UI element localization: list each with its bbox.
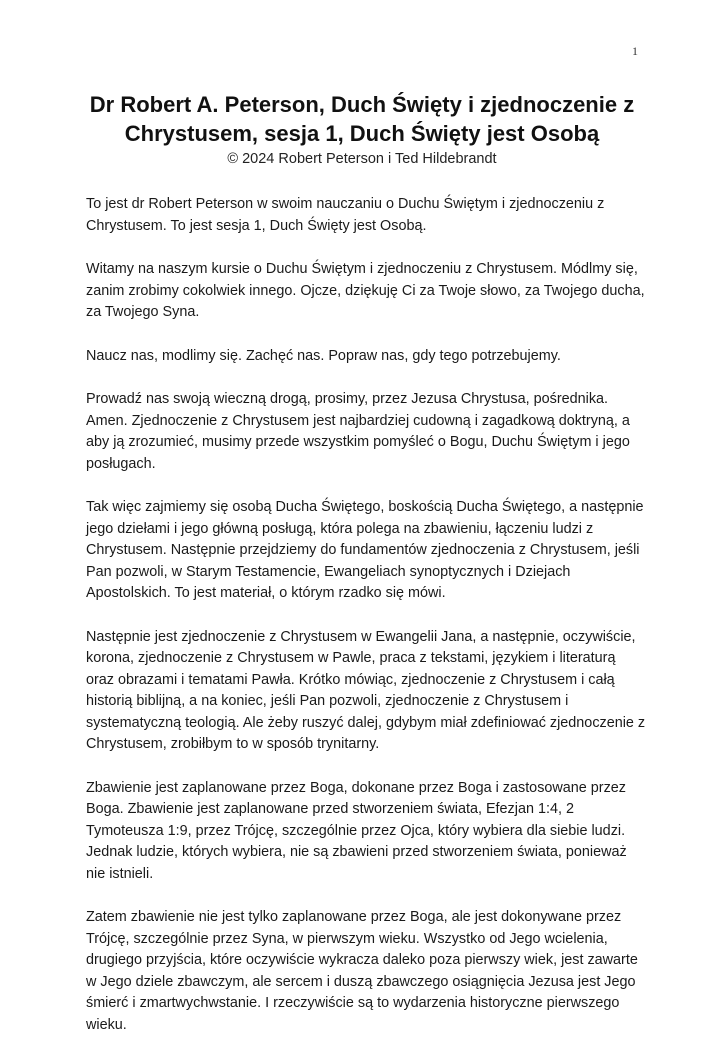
paragraph: To jest dr Robert Peterson w swoim nauczaniu o Duchu Świętym i zjednoczeniu z Chrystusem. To jest sesja 1, Duch Święty jest Osobą. xyxy=(86,196,605,234)
document-body xyxy=(86,194,646,1058)
paragraph: Zbawienie jest zaplanowane przez Boga, dokonane przez Boga i zastosowane przez Boga. Zbawienie jest zaplanowane przed stworzeniem świata, Efezjan 1:4, 2 Tymoteusza 1:9, przez Trójcę, szczególnie przez Ojca, który wybiera dla siebie ludzi. Jednak ludzie, których wybiera, nie są zbawieni przed stworzeniem świata, ponieważ nie istnieli. xyxy=(86,779,627,882)
page-number: 1 xyxy=(632,44,638,58)
paragraph: Witamy na naszym kursie o Duchu Świętym i zjednoczeniu z Chrystusem. Módlmy się, zanim zrobimy cokolwiek innego. Ojcze, dziękuję Ci za Twoje słowo, za Twojego ducha, za Twojego Syna. xyxy=(86,261,645,320)
copyright-line: © 2024 Robert Peterson i Ted Hildebrandt xyxy=(227,151,497,167)
paragraph: Tak więc zajmiemy się osobą Ducha Świętego, boskością Ducha Świętego, a następnie jego dziełami i jego główną posługą, która polega na zbawieniu, łączeniu ludzi z Chrystusem. Następnie przejdziemy do fundamentów zjednoczenia z Chrystusem, jeśli Pan pozwoli, w Starym Testamencie, Ewangeliach synoptycznych i Dziejach Apostolskich. To jest materiał, o którym rzadko się mówi. xyxy=(86,499,644,601)
paragraph: Naucz nas, modlimy się. Zachęć nas. Popraw nas, gdy tego potrzebujemy. xyxy=(86,347,561,364)
paragraph: Zatem zbawienie nie jest tylko zaplanowane przez Boga, ale jest dokonywane przez Trójcę, szczególnie przez Syna, w pierwszym wieku. Wszystko od Jego wcielenia, drugiego przyjścia, które oczywiście wykracza daleko poza pierwszy wiek, jest zawarte w Jego dziele zbawczym, ale sercem i duszą zbawczego osiągnięcia Jezusa jest Jego śmierć i zmartwychwstanie. I rzeczywiście są to wydarzenia historyczne pierwszego wieku. xyxy=(86,909,638,1033)
document-title: Dr Robert A. Peterson, Duch Święty i zjednoczenie z Chrystusem, sesja 1, Duch Święty jest Osobą xyxy=(89,92,635,146)
paragraph: Następnie jest zjednoczenie z Chrystusem w Ewangelii Jana, a następnie, oczywiście, korona, zjednoczenie z Chrystusem w Pawle, praca z tekstami, językiem i literaturą oraz obrazami i tematami Pawła. Krótko mówiąc, zjednoczenie z Chrystusem i całą historią biblijną, a na koniec, jeśli Pan pozwoli, zjednoczenie z Chrystusem i systematyczną teologią. Ale żeby ruszyć dalej, gdybym miał zdefiniować zjednoczenie z Chrystusem, zrobiłbym to w sposób trynitarny. xyxy=(86,628,646,752)
document-header xyxy=(60,90,664,169)
paragraph: Prowadź nas swoją wieczną drogą, prosimy, przez Jezusa Chrystusa, pośrednika. Amen. Zjednoczenie z Chrystusem jest najbardziej cudowną i zagadkową doktryną, a aby ją zrozumieć, musimy przede wszystkim pomyśleć o Bogu, Duchu Świętym i jego posługach. xyxy=(86,391,630,472)
